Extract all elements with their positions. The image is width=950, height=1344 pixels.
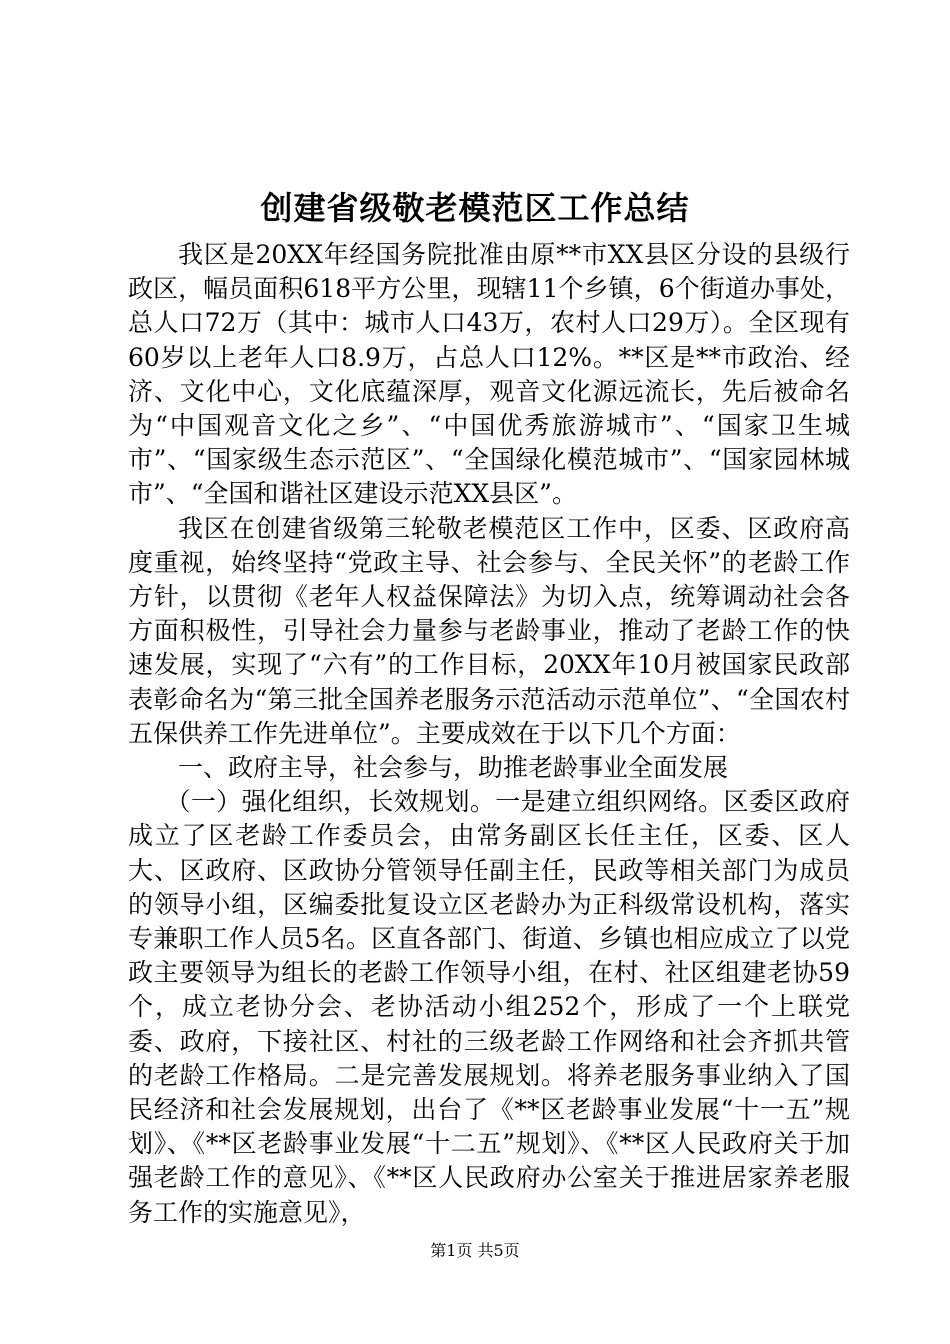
paragraph-overview: 我区在创建省级第三轮敬老模范区工作中，区委、区政府高度重视，始终坚持“党政主导、社会参与、全民关怀”的老龄工作方针，以贯彻《老年人权益保障法》为切入点，统筹调动社会各方面积极性，引导社会力量参与老龄事业，推动了老龄工作的快速发展，实现了“六有”的工作目标，20XX年10月被国家民政部表彰命名为“第三批全国养老服务示范活动示范单位”、“全国农村五保供养工作先进单位”。主要成效在于以下几个方面： (128, 513, 850, 748)
paragraph-subsection-1: （一）强化组织，长效规划。一是建立组织网络。区委区政府成立了区老龄工作委员会，由常务副区长任主任，区委、区人大、区政府、区政协分管领导任副主任，民政等相关部门为成员的领导小组，区编委批复设立区老龄办为正科级常设机构，落实专兼职工作人员5名。区直各部门、街道、乡镇也相应成立了以党政主要领导为组长的老龄工作领导小组，在村、社区组建老协59个，成立老协分会、老协活动小组252个，形成了一个上联党委、政府，下接社区、村社的三级老龄工作网络和社会齐抓共管的老龄工作格局。二是完善发展规划。将养老服务事业纳入了国民经济和社会发展规划，出台了《**区老龄事业发展“十一五”规划》、《**区老龄事业发展“十二五”规划》、《**区人民政府关于加强老龄工作的意见》、《**区人民政府办公室关于推进居家养老服务工作的实施意见》， (128, 787, 850, 1227)
page-footer: 第1页 共5页 (430, 1241, 520, 1260)
document-body (128, 238, 850, 1230)
document-title: 创建省级敬老模范区工作总结 (260, 189, 690, 227)
paragraph-intro: 我区是20XX年经国务院批准由原**市XX县区分设的县级行政区，幅员面积618平方公里，现辖11个乡镇，6个街道办事处，总人口72万（其中：城市人口43万，农村人口29万）。全区现有60岁以上老年人口8.9万，占总人口12%。**区是**市政治、经济、文化中心，文化底蕴深厚，观音文化源远流长，先后被命名为“中国观音文化之乡”、“中国优秀旅游城市”、“国家卫生城市”、“国家级生态示范区”、“全国绿化模范城市”、“国家园林城市”、“全国和谐社区建设示范XX县区”。 (128, 240, 850, 509)
section-heading-1: 一、政府主导，社会参与，助推老龄事业全面发展 (178, 753, 729, 783)
